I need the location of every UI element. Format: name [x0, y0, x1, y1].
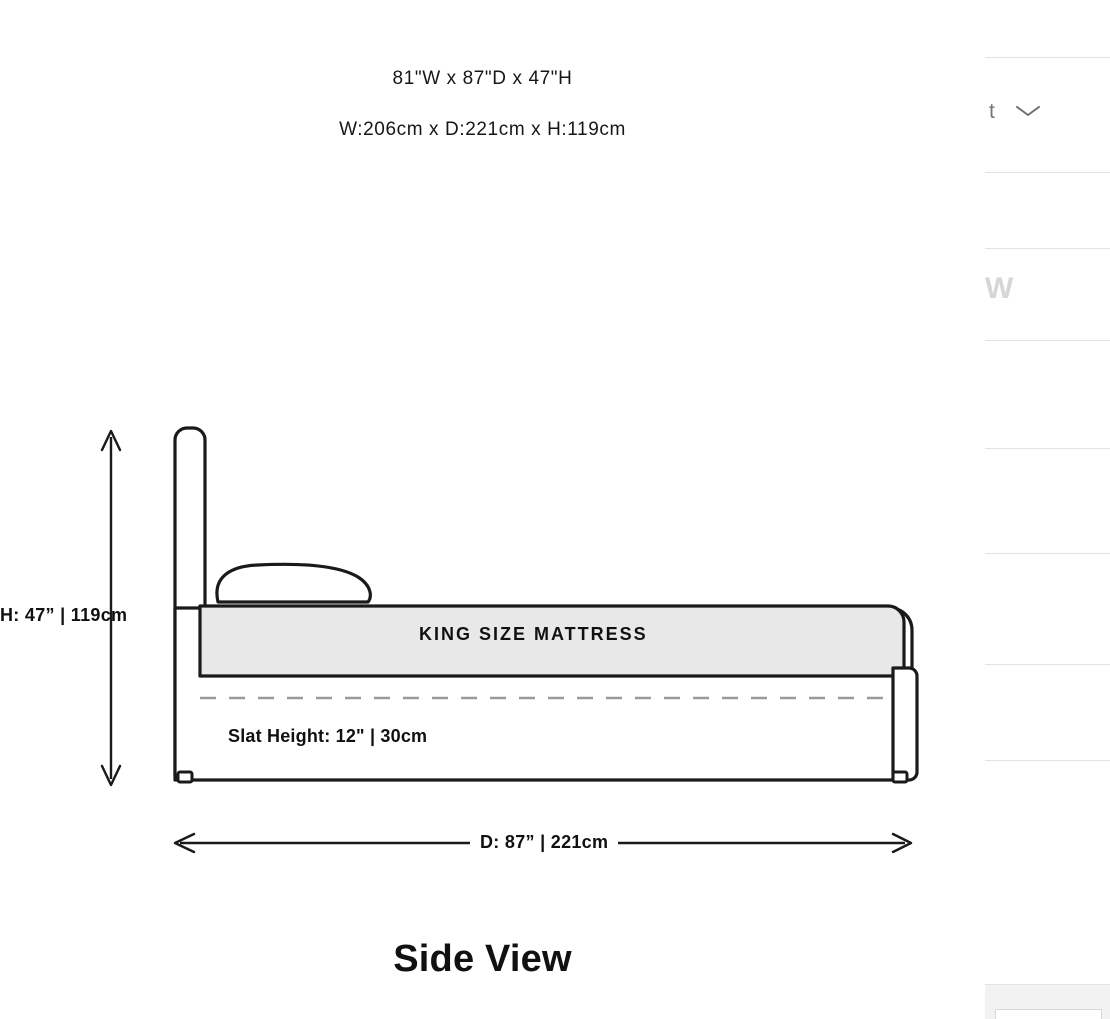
- bed-foot-right: [893, 772, 907, 782]
- chevron-down-icon[interactable]: [1015, 104, 1041, 118]
- dimensions-imperial: 81"W x 87"D x 47"H: [392, 68, 573, 89]
- background-heading-fragment: W: [985, 272, 1015, 305]
- height-label: H: 47” | 119cm: [0, 605, 128, 625]
- background-divider: [985, 57, 1110, 58]
- background-divider: [985, 340, 1110, 341]
- background-divider: [985, 172, 1110, 173]
- slat-height-label: Slat Height: 12" | 30cm: [228, 726, 428, 746]
- diagram-caption: Side View: [393, 938, 572, 980]
- background-divider: [985, 760, 1110, 761]
- accordion-label[interactable]: t: [989, 100, 996, 123]
- pillow: [217, 564, 370, 602]
- bed-foot-left: [178, 772, 192, 782]
- background-page-fragment: [985, 0, 1110, 1018]
- mattress-label: KING SIZE MATTRESS: [419, 624, 648, 644]
- footboard: [893, 668, 917, 780]
- background-divider: [985, 248, 1110, 249]
- depth-label: D: 87” | 221cm: [470, 832, 618, 853]
- background-divider: [985, 448, 1110, 449]
- background-divider: [985, 553, 1110, 554]
- dimensions-metric: W:206cm x D:221cm x H:119cm: [339, 119, 626, 140]
- background-divider: [985, 664, 1110, 665]
